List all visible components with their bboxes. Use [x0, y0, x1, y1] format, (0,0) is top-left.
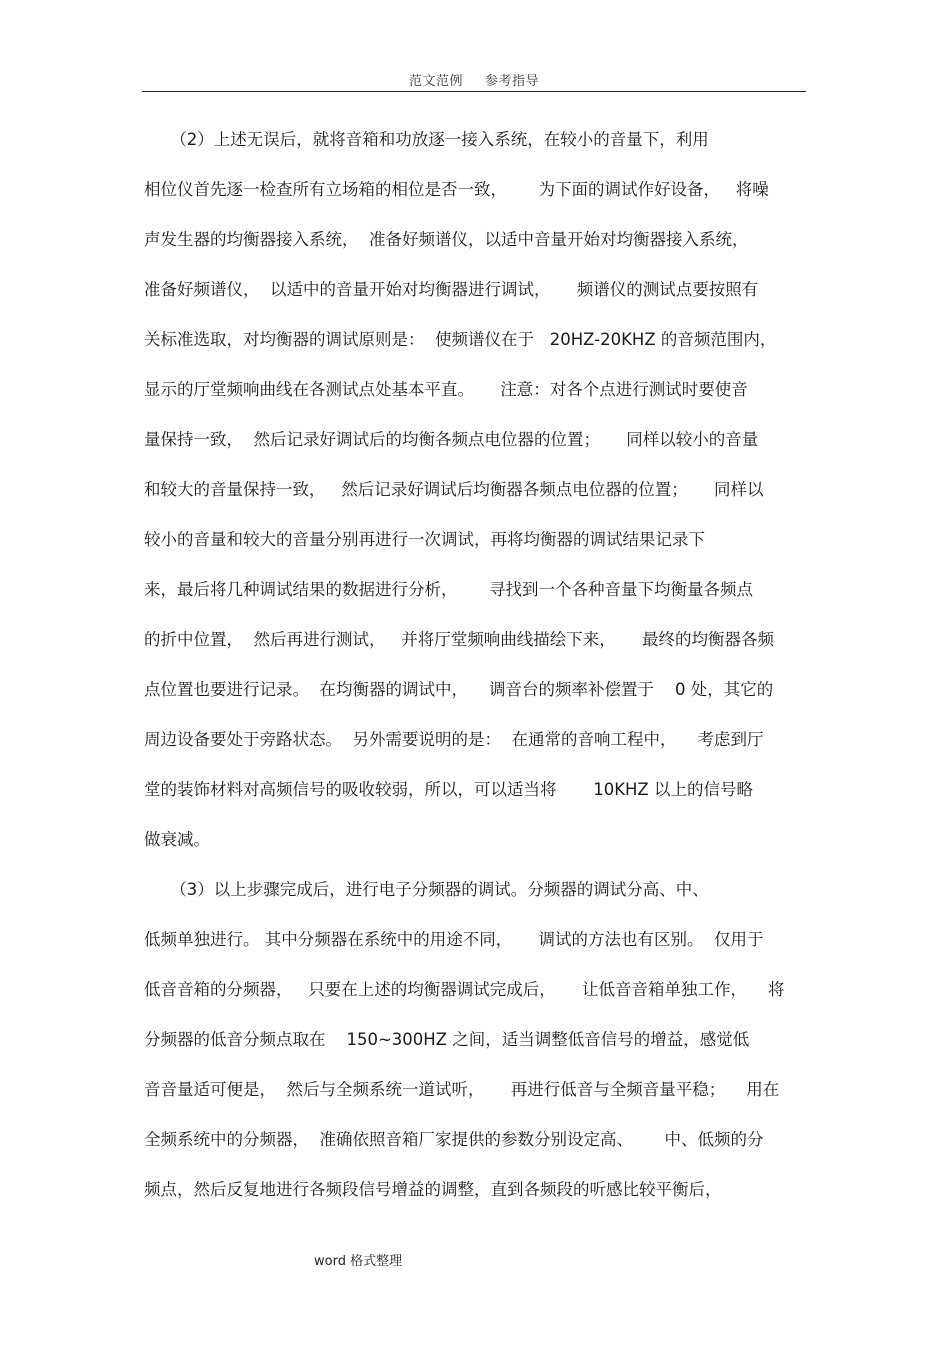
text-line: 关标准选取，对均衡器的调试原则是： 使频谱仪在于 20HZ-20KHZ 的音频范围内，: [144, 330, 777, 349]
text-line: 全频系统中的分频器， 准确依照音箱厂家提供的参数分别设定高、 中、低频的分: [144, 1130, 764, 1149]
text-line: 来，最后将几种调试结果的数据进行分析， 寻找到一个各种音量下均衡量各频点: [144, 580, 753, 599]
header-right-text: 参考指导: [485, 74, 540, 89]
text-line: （3）以上步骤完成后，进行电子分频器的调试。分频器的调试分高、中、: [144, 880, 709, 899]
text-line: 准备好频谱仪， 以适中的音量开始对均衡器进行调试， 频谱仪的测试点要按照有: [144, 280, 759, 299]
text-line: 的折中位置， 然后再进行测试， 并将厅堂频响曲线描绘下来， 最终的均衡器各频: [144, 630, 774, 649]
text-line: 量保持一致， 然后记录好调试后的均衡各频点电位器的位置； 同样以较小的音量: [144, 430, 759, 449]
text-line: 点位置也要进行记录。 在均衡器的调试中， 调音台的频率补偿置于 0 处，其它的: [144, 680, 774, 699]
text-line: 较小的音量和较大的音量分别再进行一次调试，再将均衡器的调试结果记录下: [144, 530, 705, 549]
text-line: 堂的装饰材料对高频信号的吸收较弱，所以，可以适当将 10KHZ 以上的信号略: [144, 780, 753, 799]
text-line: 分频器的低音分频点取在 150~300HZ 之间，适当调整低音信号的增益，感觉低: [144, 1030, 750, 1049]
text-line: （2）上述无误后，就将音箱和功放逐一接入系统，在较小的音量下，利用: [144, 130, 709, 149]
text-line: 低音音箱的分频器， 只要在上述的均衡器调试完成后， 让低音音箱单独工作， 将: [144, 980, 785, 999]
text-line: 和较大的音量保持一致， 然后记录好调试后均衡器各频点电位器的位置； 同样以: [144, 480, 764, 499]
text-line: 做衰减。: [144, 830, 210, 849]
header-divider: [142, 91, 806, 92]
text-line: 相位仪首先逐一检查所有立场箱的相位是否一致， 为下面的调试作好设备， 将噪: [144, 180, 769, 199]
page-footer: word 格式整理: [314, 1254, 403, 1269]
text-line: 音音量适可便是， 然后与全频系统一道试听， 再进行低音与全频音量平稳； 用在: [144, 1080, 780, 1099]
header-left-text: 范文范例: [408, 74, 463, 89]
text-line: 低频单独进行。 其中分频器在系统中的用途不同， 调试的方法也有区别。 仅用于: [144, 930, 764, 949]
page-header: [142, 70, 806, 90]
text-line: 频点，然后反复地进行各频段信号增益的调整，直到各频段的听感比较平衡后，: [144, 1180, 722, 1199]
text-line: 周边设备要处于旁路状态。 另外需要说明的是： 在通常的音响工程中， 考虑到厅: [144, 730, 764, 749]
text-line: 显示的厅堂频响曲线在各测试点处基本平直。 注意：对各个点进行测试时要使音: [144, 380, 748, 399]
text-line: 声发生器的均衡器接入系统， 准备好频谱仪，以适中音量开始对均衡器接入系统，: [144, 230, 749, 249]
